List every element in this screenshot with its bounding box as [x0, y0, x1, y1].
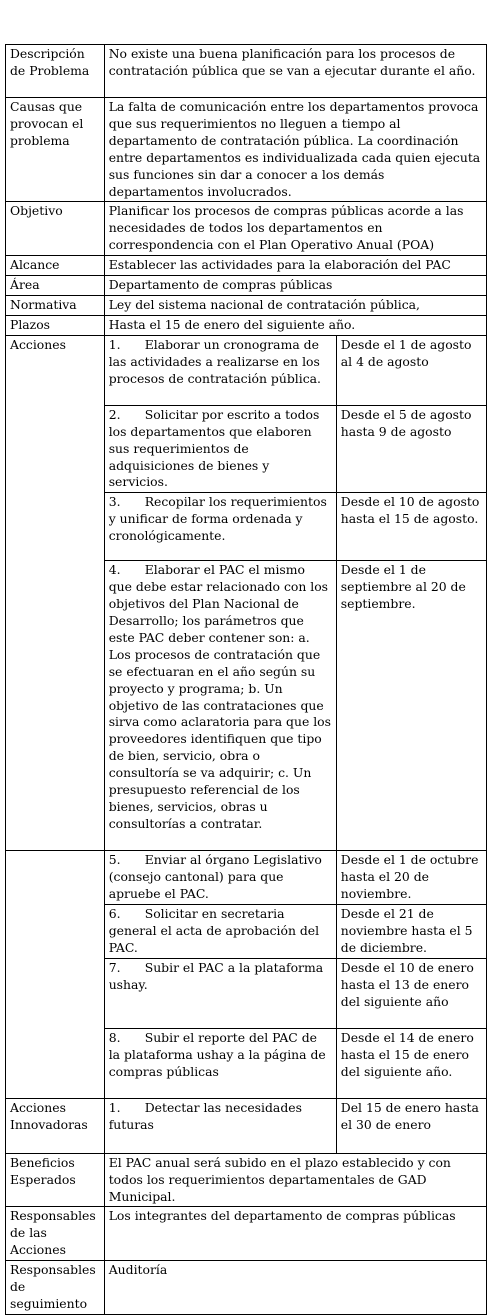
- accion-text: [104, 405, 336, 493]
- accion-description: Enviar al órgano Legislativo (consejo cantonal) para que apruebe el PAC.: [108, 852, 322, 902]
- accion-description: Elaborar un cronograma de las actividades a realizarse en los procesos de contratación pública.: [108, 336, 321, 386]
- row-responsables-acciones: [6, 1207, 487, 1261]
- row-beneficios: [6, 1153, 487, 1207]
- accion-description: Recopilar los requerimientos y unificar de forma ordenada y cronológicamente.: [108, 494, 327, 544]
- accion-period: Desde el 5 de agosto hasta 9 de agosto: [336, 405, 486, 493]
- accion-period: Desde el 1 de septiembre al 20 de septiembre.: [336, 561, 486, 851]
- value-objetivo: Planificar los procesos de compras públicas acorde a las necesidades de todos los departamentos en correspondencia con el Plan Operativo Anual (POA): [104, 202, 486, 256]
- value-causas: La falta de comunicación entre los departamentos provoca que sus requerimientos no lleguen a tiempo al departamento de contratación pública. La coordinación entre departamentos es individualizada cada quien ejecuta sus funciones sin dar a conocer a los demás departamentos involucrados.: [104, 98, 486, 202]
- accion-number: 3.: [108, 494, 121, 510]
- accion-description: Elaborar el PAC el mismo que debe estar relacionado con los objetivos del Plan Nacional de Desarrollo; los parámetros que este PAC deber contener son: a. Los procesos de contratación que se efectuaran en el año según su proyecto y programa; b. Un objetivo de las contrataciones que sirva como aclaratoria para que los proveedores identifiquen que tipo de bien, servicio, obra o consultoría se va adquirir; c. Un presupuesto referencial de los bienes, servicios, obras u consultorías a contratar.: [108, 562, 331, 831]
- label-causas: Causas que provocan el problema: [6, 98, 105, 202]
- accion-text: [104, 958, 336, 1028]
- row-responsables-seguimiento: [6, 1261, 487, 1315]
- accion-number: 2.: [108, 406, 121, 422]
- innovadora-description: Detectar las necesidades futuras: [108, 1099, 302, 1132]
- innovadora-number: 1.: [108, 1099, 121, 1115]
- accion-number: 6.: [108, 906, 121, 922]
- row-accion-5: [6, 851, 487, 905]
- accion-period: Desde el 10 de enero hasta el 13 de enero del siguiente año: [336, 958, 486, 1028]
- label-normativa: Normativa: [6, 295, 105, 315]
- value-responsables-acciones: Los integrantes del departamento de compras públicas: [104, 1207, 486, 1261]
- label-responsables-seguimiento: Responsables de seguimiento: [6, 1261, 105, 1315]
- accion-text: [104, 851, 336, 905]
- accion-text: [104, 905, 336, 959]
- label-responsables-acciones: Responsables de las Acciones: [6, 1207, 105, 1261]
- value-normativa: Ley del sistema nacional de contratación pública,: [104, 295, 486, 315]
- row-alcance: [6, 256, 487, 276]
- accion-description: Solicitar en secretaria general el acta de aprobación del PAC.: [108, 906, 320, 955]
- value-plazos: Hasta el 15 de enero del siguiente año.: [104, 315, 486, 335]
- label-beneficios: Beneficios Esperados: [6, 1153, 105, 1207]
- accion-text: [104, 493, 336, 561]
- row-descripcion: [6, 45, 487, 98]
- value-beneficios: El PAC anual será subido en el plazo establecido y con todos los requerimientos departamentales de GAD Municipal.: [104, 1153, 486, 1207]
- accion-number: 5.: [108, 852, 121, 868]
- accion-number: 1.: [108, 336, 121, 352]
- accion-period: Desde el 1 de agosto al 4 de agosto: [336, 335, 486, 405]
- accion-period: Desde el 10 de agosto hasta el 15 de agosto.: [336, 493, 486, 561]
- innovadora-text: [104, 1098, 336, 1153]
- accion-number: 8.: [108, 1029, 121, 1045]
- accion-text: [104, 335, 336, 405]
- label-acciones-empty: [6, 851, 105, 1098]
- label-objetivo: Objetivo: [6, 202, 105, 256]
- row-normativa: [6, 295, 487, 315]
- row-objetivo: [6, 202, 487, 256]
- accion-period: Desde el 21 de noviembre hasta el 5 de diciembre.: [336, 905, 486, 959]
- accion-description: Subir el reporte del PAC de la plataforma ushay a la página de compras públicas: [108, 1029, 326, 1079]
- accion-text: [104, 561, 336, 851]
- accion-number: 4.: [108, 562, 121, 578]
- accion-period: Desde el 1 de octubre hasta el 20 de noviembre.: [336, 851, 486, 905]
- value-descripcion: No existe una buena planificación para los procesos de contratación pública que se van a ejecutar durante el año.: [104, 45, 486, 98]
- label-area: Área: [6, 276, 105, 296]
- label-plazos: Plazos: [6, 315, 105, 335]
- accion-description: Subir el PAC a la plataforma ushay.: [108, 959, 324, 992]
- value-responsables-seguimiento: Auditoría: [104, 1261, 486, 1315]
- label-descripcion: Descripción de Problema: [6, 45, 105, 98]
- accion-text: [104, 1028, 336, 1098]
- row-accion-1: [6, 335, 487, 405]
- accion-period: Desde el 14 de enero hasta el 15 de enero del siguiente año.: [336, 1028, 486, 1098]
- row-area: [6, 276, 487, 296]
- plan-table: [5, 44, 487, 1315]
- row-plazos: [6, 315, 487, 335]
- label-innovadoras: Acciones Innovadoras: [6, 1098, 105, 1153]
- accion-number: 7.: [108, 959, 121, 975]
- value-alcance: Establecer las actividades para la elaboración del PAC: [104, 256, 486, 276]
- value-area: Departamento de compras públicas: [104, 276, 486, 296]
- label-acciones: Acciones: [6, 335, 105, 851]
- label-alcance: Alcance: [6, 256, 105, 276]
- row-innovadoras: [6, 1098, 487, 1153]
- row-causas: [6, 98, 487, 202]
- innovadora-period: Del 15 de enero hasta el 30 de enero: [336, 1098, 486, 1153]
- accion-description: Solicitar por escrito a todos los departamentos que elaboren sus requerimientos de adquisiciones de bienes y servicios.: [108, 406, 320, 490]
